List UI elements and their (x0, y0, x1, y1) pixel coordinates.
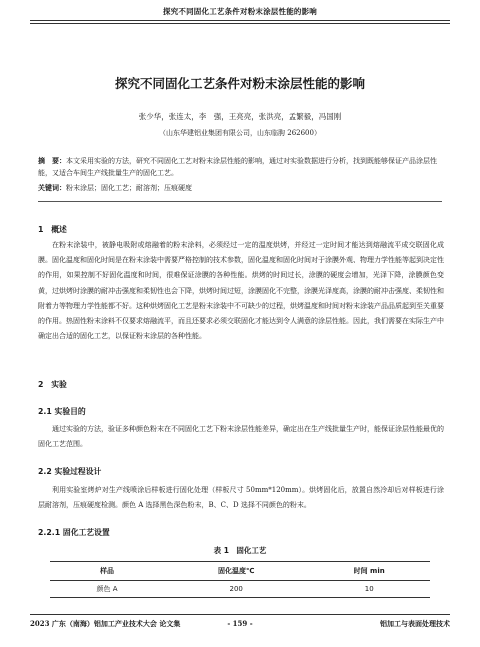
table-cell-temperature: 200 (164, 581, 308, 598)
section-2-2-heading: 2.2 实验过程设计 (38, 467, 102, 476)
table-header-row (50, 562, 430, 581)
abstract-label: 摘 要： (38, 157, 66, 165)
keywords-text: 粉末涂层；固化工艺；耐溶剂；压痕硬度 (66, 184, 192, 192)
keywords (38, 183, 442, 193)
page-number: - 159 - (227, 619, 253, 628)
table-cell-time: 10 (308, 581, 430, 598)
footer-rule (30, 614, 450, 615)
curing-process-table (50, 561, 430, 598)
header-rule (30, 20, 450, 21)
authors: 张少华，张连太，李 强，王亮亮，张洪亮，孟繁毅，冯国刚 (138, 112, 342, 121)
keywords-label: 关键词： (38, 184, 66, 192)
footer-journal: 铝加工与表面处理技术 (380, 619, 450, 628)
table-row (50, 581, 430, 598)
footer-proceedings: 2023 广东（南海）铝加工产业技术大会 论文集 (30, 619, 181, 628)
table-caption: 表 1 固化工艺 (213, 546, 267, 555)
section-2-1-paragraph: 通过实验的方法，验证多种颜色粉末在不同固化工艺下粉末涂层性能差异，确定出在生产线批量生产时，能保证涂层性能最优的固化工艺范围。 (38, 425, 444, 449)
running-header: 探究不同固化工艺条件对粉末涂层性能的影响 (163, 7, 317, 16)
section-2-1-heading: 2.1 实验目的 (38, 407, 86, 416)
paper-title: 探究不同固化工艺条件对粉末涂层性能的影响 (114, 76, 365, 91)
abstract (38, 155, 442, 179)
section-1-heading: 1 概述 (38, 225, 67, 234)
abstract-text: 本文采用实验的方法，研究不同固化工艺对粉末涂层性能的影响，通过对实验数据进行分析，找到既能够保证产品涂层性能，又适合车间生产线批量生产的固化工艺。 (38, 157, 437, 177)
table-cell-sample: 颜色 A (50, 581, 164, 598)
section-2-2-1-heading: 2.2.1 固化工艺设置 (38, 528, 110, 537)
table-header-time: 时间 min (308, 562, 430, 581)
table-header-temperature: 固化温度℃ (164, 562, 308, 581)
table-header-sample: 样品 (50, 562, 164, 581)
section-1-paragraph: 在粉末涂装中，被静电吸附或熔融着的粉末涂料，必须经过一定的温度烘烤，并经过一定时间才能达到熔融流平成交联固化成膜。固化温度和固化时间是在粉末涂装中需要严格控制的技术参数，固化温度和固化时间对于涂膜外观、物理力学性能等起到决定性的作用，如果控制不好固化温度和时间，很难保证涂膜的各种性能。烘烤的时间过长，涂膜的硬度会增加，光泽下降，涂膜颜色变黄，过烘烤时涂膜的耐冲击强度和柔韧性也会下降，烘烤时间过短，涂膜固化不完整，涂膜光泽度高，涂膜的耐冲击强度、柔韧性和附着力等物理力学性能都不好。这种烘烤固化工艺是粉末涂装中不可缺少的过程，烘烤温度和时间对粉末涂装产品品质起到至关重要的作用。热固性粉末涂料不仅要求熔融流平，而且还要求必须交联固化才能达到令人满意的涂层性能。因此，我们需要在实际生产中确定出合适的固化工艺，以保证粉末涂层的各种性能。 (38, 241, 444, 341)
affiliation: （山东华建铝业集团有限公司，山东临朐 262600） (159, 129, 321, 137)
header-rule-thin (30, 23, 450, 24)
section-2-2-paragraph: 利用实验室烤炉对生产线喷涂后样板进行固化处理（样板尺寸 50mm*120mm）。烘烤固化后，放置自然冷却后对样板进行涂层耐溶剂，压痕硬度检测。颜色 A 选择黑色深色粉末，B、C、D 选择不同颜色的粉末。 (38, 486, 444, 510)
section-2-heading: 2 实验 (38, 380, 67, 389)
abstract-divider (38, 201, 442, 202)
